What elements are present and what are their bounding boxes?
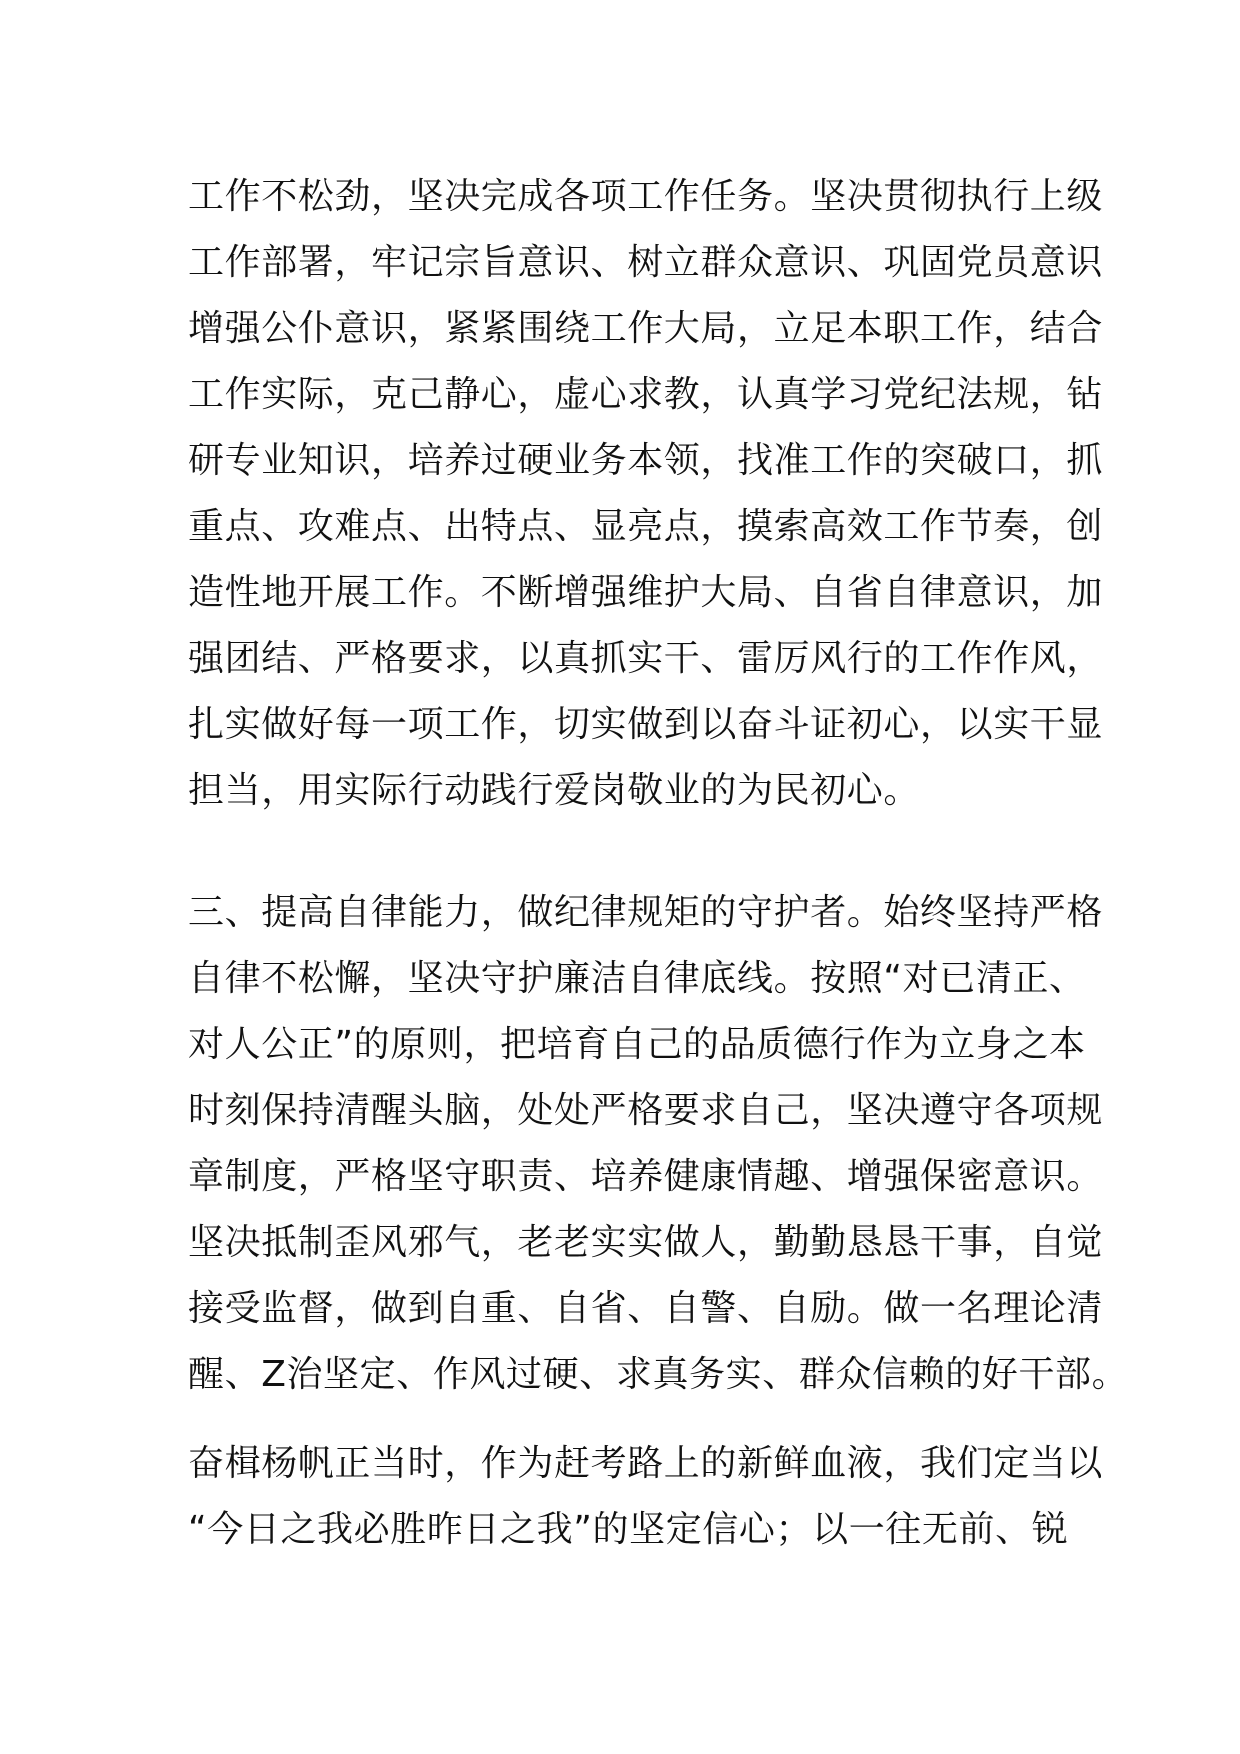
text-line: 担当，用实际行动践行爱岗敬业的为民初心。 [188, 770, 921, 811]
text-line: 增强公仆意识，紧紧围绕工作大局，立足本职工作，结合 [188, 308, 1104, 349]
text-line: 工作不松劲，坚决完成各项工作任务。坚决贯彻执行上级 [188, 176, 1104, 217]
paragraph-work-tasks [188, 164, 1104, 824]
text-line: 时刻保持清醒头脑，处处严格要求自己，坚决遵守各项规 [188, 1090, 1104, 1131]
text-line: 自律不松懈，坚决守护廉洁自律底线。按照“对已清正、 [188, 958, 1086, 999]
text-line: 坚决抵制歪风邪气，老老实实做人，勤勤恳恳干事，自觉 [188, 1222, 1104, 1263]
text-line: 工作部署，牢记宗旨意识、树立群众意识、巩固党员意识 [188, 242, 1104, 283]
text-line: 奋楫杨帆正当时，作为赶考路上的新鲜血液，我们定当以 [188, 1443, 1104, 1484]
paragraph-closing [188, 1431, 1104, 1563]
text-line: 三、提高自律能力，做纪律规矩的守护者。始终坚持严格 [188, 892, 1104, 933]
text-line: 醒、Z治坚定、作风过硬、求真务实、群众信赖的好干部。 [188, 1354, 1129, 1395]
text-line: 对人公正”的原则，把培育自己的品质德行作为立身之本 [188, 1024, 1086, 1065]
text-line: 研专业知识，培养过硬业务本领，找准工作的突破口，抓 [188, 440, 1104, 481]
paragraph-self-discipline [188, 880, 1129, 1408]
text-line: 工作实际，克己静心，虚心求教，认真学习党纪法规，钻 [188, 374, 1104, 415]
text-line: “今日之我必胜昨日之我”的坚定信心；以一往无前、锐 [188, 1509, 1069, 1550]
text-line: 接受监督，做到自重、自省、自警、自励。做一名理论清 [188, 1288, 1104, 1329]
text-line: 章制度，严格坚守职责、培养健康情趣、增强保密意识。 [188, 1156, 1104, 1197]
text-line: 造性地开展工作。不断增强维护大局、自省自律意识，加 [188, 572, 1104, 613]
text-line: 强团结、严格要求，以真抓实干、雷厉风行的工作作风， [188, 638, 1104, 679]
text-line: 重点、攻难点、出特点、显亮点，摸索高效工作节奏，创 [188, 506, 1104, 547]
text-line: 扎实做好每一项工作，切实做到以奋斗证初心，以实干显 [188, 704, 1104, 745]
